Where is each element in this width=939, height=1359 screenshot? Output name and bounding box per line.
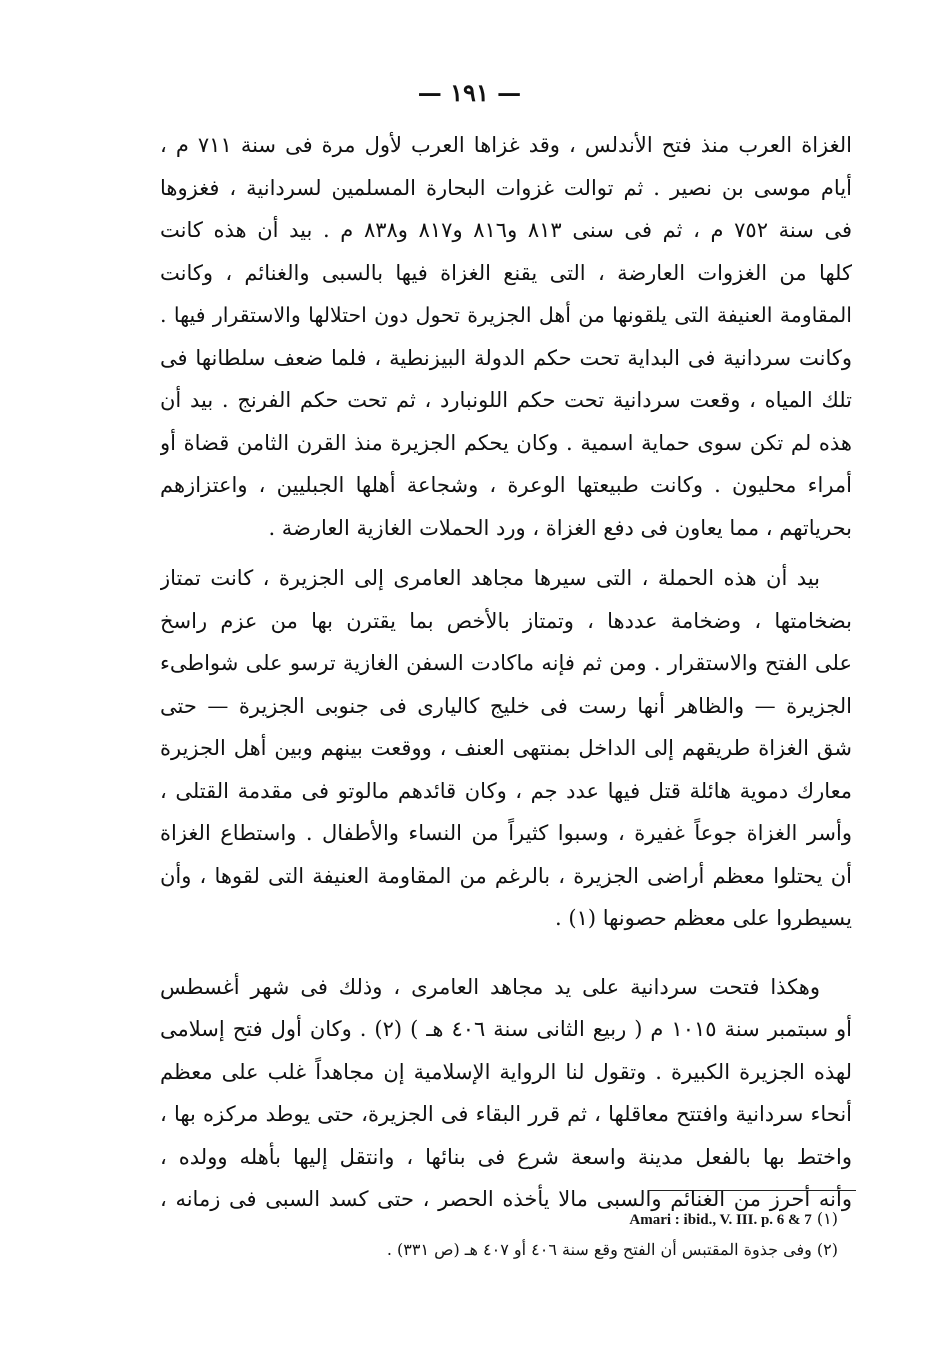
- page-number: — ١٩١ —: [417, 78, 522, 107]
- text-line: كلها من الغزوات العارضة ، التى يقنع الغزاة فيها بالسبى والغنائم ، وكانت: [160, 260, 852, 285]
- text-line: أو سبتمبر سنة ١٠١٥ م ( ربيع الثانى سنة ٤٠٦ هـ ) (٢) . وكان أول فتح إسلامى: [160, 1017, 852, 1041]
- text-line: هذه لم تكن سوى حماية اسمية . وكان يحكم الجزيرة منذ القرن الثامن قضاة أو: [160, 430, 852, 455]
- footnote-1-marker: (١): [816, 1209, 838, 1228]
- text-line: أيام موسى بن نصير . ثم توالت غزوات البحارة المسلمين لسردانية ، فغزوها: [160, 175, 852, 200]
- text-line: بضخامتها ، وضخامة عددها ، وتمتاز بالأخص بما يقترن بها من عزم راسخ: [160, 608, 852, 633]
- paragraph-3: [160, 966, 852, 1221]
- text-line: يسيطروا على معظم حصونها (١) .: [555, 906, 852, 930]
- paragraph-2: [160, 557, 852, 940]
- text-line: أمراء محليون . وكانت طبيعتها الوعرة ، وشجاعة أهلها الجبليين ، واعتزازهم: [160, 473, 852, 497]
- footnotes: [240, 1203, 838, 1265]
- text-line: المقاومة العنيفة التى يلقونها من أهل الجزيرة تحول دون احتلالها والاستقرار فيها .: [160, 303, 852, 327]
- text-line: الجزيرة — والظاهر أنها رست فى خليج كاليارى فى جنوبى الجزيرة — حتى: [160, 693, 852, 718]
- text-line: وكانت سردانية فى البداية تحت حكم الدولة البيزنطية ، فلما ضعف سلطانها فى: [160, 345, 852, 370]
- text-line: أن يحتلوا معظم أراضى الجزيرة ، بالرغم من المقاومة العنيفة التى لقوها ، وأن: [160, 863, 852, 888]
- text-line: على الفتح والاستقرار . ومن ثم فإنه ماكادت السفن الغازية ترسو على شواطىء: [160, 651, 852, 675]
- text-line: واختط بها بالفعل مدينة واسعة شرع فى بنائها ، وانتقل إليها بأهله وولده ،: [160, 1144, 852, 1169]
- text-line: وأنه أحرز من الغنائم والسبى مالا يأخذه الحصر ، حتى كسد السبى فى زمانه ،: [160, 1187, 852, 1211]
- text-line: وأسر الغزاة جوعاً غفيرة ، وسبوا كثيراً من النساء والأطفال . واستطاع الغزاة: [160, 821, 852, 845]
- text-line: معارك دموية هائلة قتل فيها عدد جم ، وكان قائدهم مالوتو فى مقدمة القتلى ،: [160, 778, 852, 803]
- footnote-2: (٢) وفى جذوة المقتبس أن الفتح وقع سنة ٤٠٦ أو ٤٠٧ هـ (ص ٣٣١) .: [386, 1240, 838, 1259]
- footnote-1-text: Amari : ibid., V. III. p. 6 & 7: [629, 1212, 812, 1228]
- paragraph-1: [160, 124, 852, 549]
- footnote-1: [240, 1203, 838, 1234]
- text-line: بيد أن هذه الحملة ، التى سيرها مجاهد العامرى إلى الجزيرة ، كانت تمتاز: [160, 566, 820, 590]
- text-line: بحرياتهم ، مما يعاون فى دفع الغزاة ، ورد الحملات الغازية العارضة .: [268, 515, 852, 540]
- text-line: وهكذا فتحت سردانية على يد مجاهد العامرى ، وذلك فى شهر أغسطس: [160, 974, 820, 999]
- footnote-divider: [648, 1190, 856, 1191]
- text-line: تلك المياه ، وقعت سردانية تحت حكم اللونبارد ، ثم تحت حكم الفرنج . بيد أن: [160, 388, 852, 412]
- text-line: لهذه الجزيرة الكبيرة . وتقول لنا الرواية الإسلامية إن مجاهداً غلب على معظم: [160, 1059, 852, 1084]
- text-line: الغزاة العرب منذ فتح الأندلس ، وقد غزاها العرب لأول مرة فى سنة ٧١١ م ،: [160, 133, 852, 157]
- text-line: أنحاء سردانية وافتتح معاقلها ، ثم قرر البقاء فى الجزيرة، حتى يوطد مركزه بها ،: [160, 1102, 852, 1126]
- body-text: [160, 124, 852, 1221]
- text-line: شق الغزاة طريقهم إلى الداخل بمنتهى العنف ، ووقعت بينهم وبين أهل الجزيرة: [160, 736, 852, 760]
- text-line: فى سنة ٧٥٢ م ، ثم فى سنى ٨١٣ و٨١٦ و٨١٧ و٨٣٨ م . بيد أن هذه كانت: [160, 218, 852, 242]
